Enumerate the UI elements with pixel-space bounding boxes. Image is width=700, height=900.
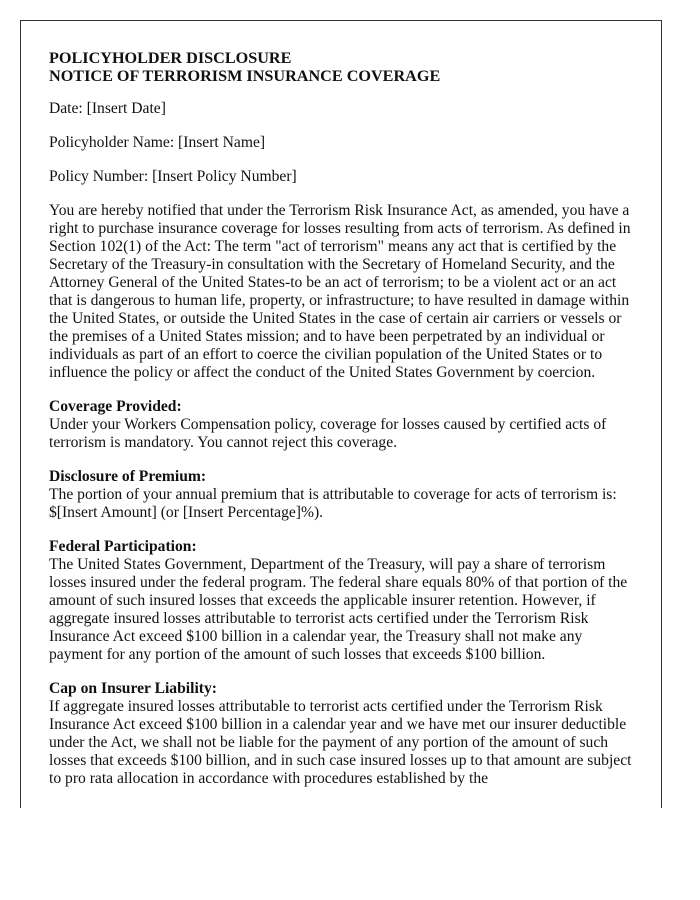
policy-number-field: Policy Number: [Insert Policy Number]: [49, 168, 297, 185]
section-body: If aggregate insured losses attributable to terrorist acts certified under the Terrorism Risk Insurance Act exceed $100 billion in a calendar year and we have met our insurer deductible under the Act, we shall not be liable for the payment of any portion of the amount of such losses that exceeds $100 billion, and in such case insured losses up to that amount are subject to pro rata allocation in accordance with procedures established by the: [49, 698, 632, 787]
section-body: The portion of your annual premium that is attributable to coverage for acts of terrorism is: $[Insert Amount] (or [Insert Percentage]%).: [49, 486, 617, 521]
disclosure-document: [20, 20, 662, 808]
date-field: Date: [Insert Date]: [49, 100, 166, 117]
section-body: The United States Government, Department of the Treasury, will pay a share of terrorism losses insured under the federal program. The federal share equals 80% of that portion of the amount of such insured losses that exceeds the applicable insurer retention. However, if aggregate insured losses attributable to terrorist acts certified under the Terrorism Risk Insurance Act exceed $100 billion in a calendar year, the Treasury shall not make any payment for any portion of the amount of such losses that exceeds $100 billion.: [49, 556, 628, 663]
section-coverage-provided: [49, 398, 633, 452]
title-line-2: NOTICE OF TERRORISM INSURANCE COVERAGE: [49, 67, 441, 85]
document-viewport: [20, 20, 662, 808]
section-heading: Federal Participation:: [49, 538, 197, 555]
section-federal-participation: [49, 538, 633, 664]
section-heading: Cap on Insurer Liability:: [49, 680, 217, 697]
section-body: Under your Workers Compensation policy, coverage for losses caused by certified acts of terrorism is mandatory. You cannot reject this coverage.: [49, 416, 607, 451]
section-disclosure-of-premium: [49, 468, 633, 522]
document-title: [49, 49, 633, 85]
section-heading: Disclosure of Premium:: [49, 468, 207, 485]
section-heading: Coverage Provided:: [49, 398, 182, 415]
section-cap-on-insurer-liability: [49, 680, 633, 788]
title-line-1: POLICYHOLDER DISCLOSURE: [49, 49, 292, 67]
policyholder-name-field: Policyholder Name: [Insert Name]: [49, 134, 266, 151]
intro-paragraph: You are hereby notified that under the Terrorism Risk Insurance Act, as amended, you have a right to purchase insurance coverage for losses resulting from acts of terrorism. As defined in Section 102(1) of the Act: The term "act of terrorism" means any act that is certified by the Secretary of the Treasury-in consultation with the Secretary of Homeland Security, and the Attorney General of the United States-to be an act of terrorism; to be a violent act or an act that is dangerous to human life, property, or infrastructure; to have resulted in damage within the United States, or outside the United States in the case of certain air carriers or vessels or the premises of a United States mission; and to have been perpetrated by an individual or individuals as part of an effort to coerce the civilian population of the United States or to influence the policy or affect the conduct of the United States Government by coercion.: [49, 202, 631, 381]
